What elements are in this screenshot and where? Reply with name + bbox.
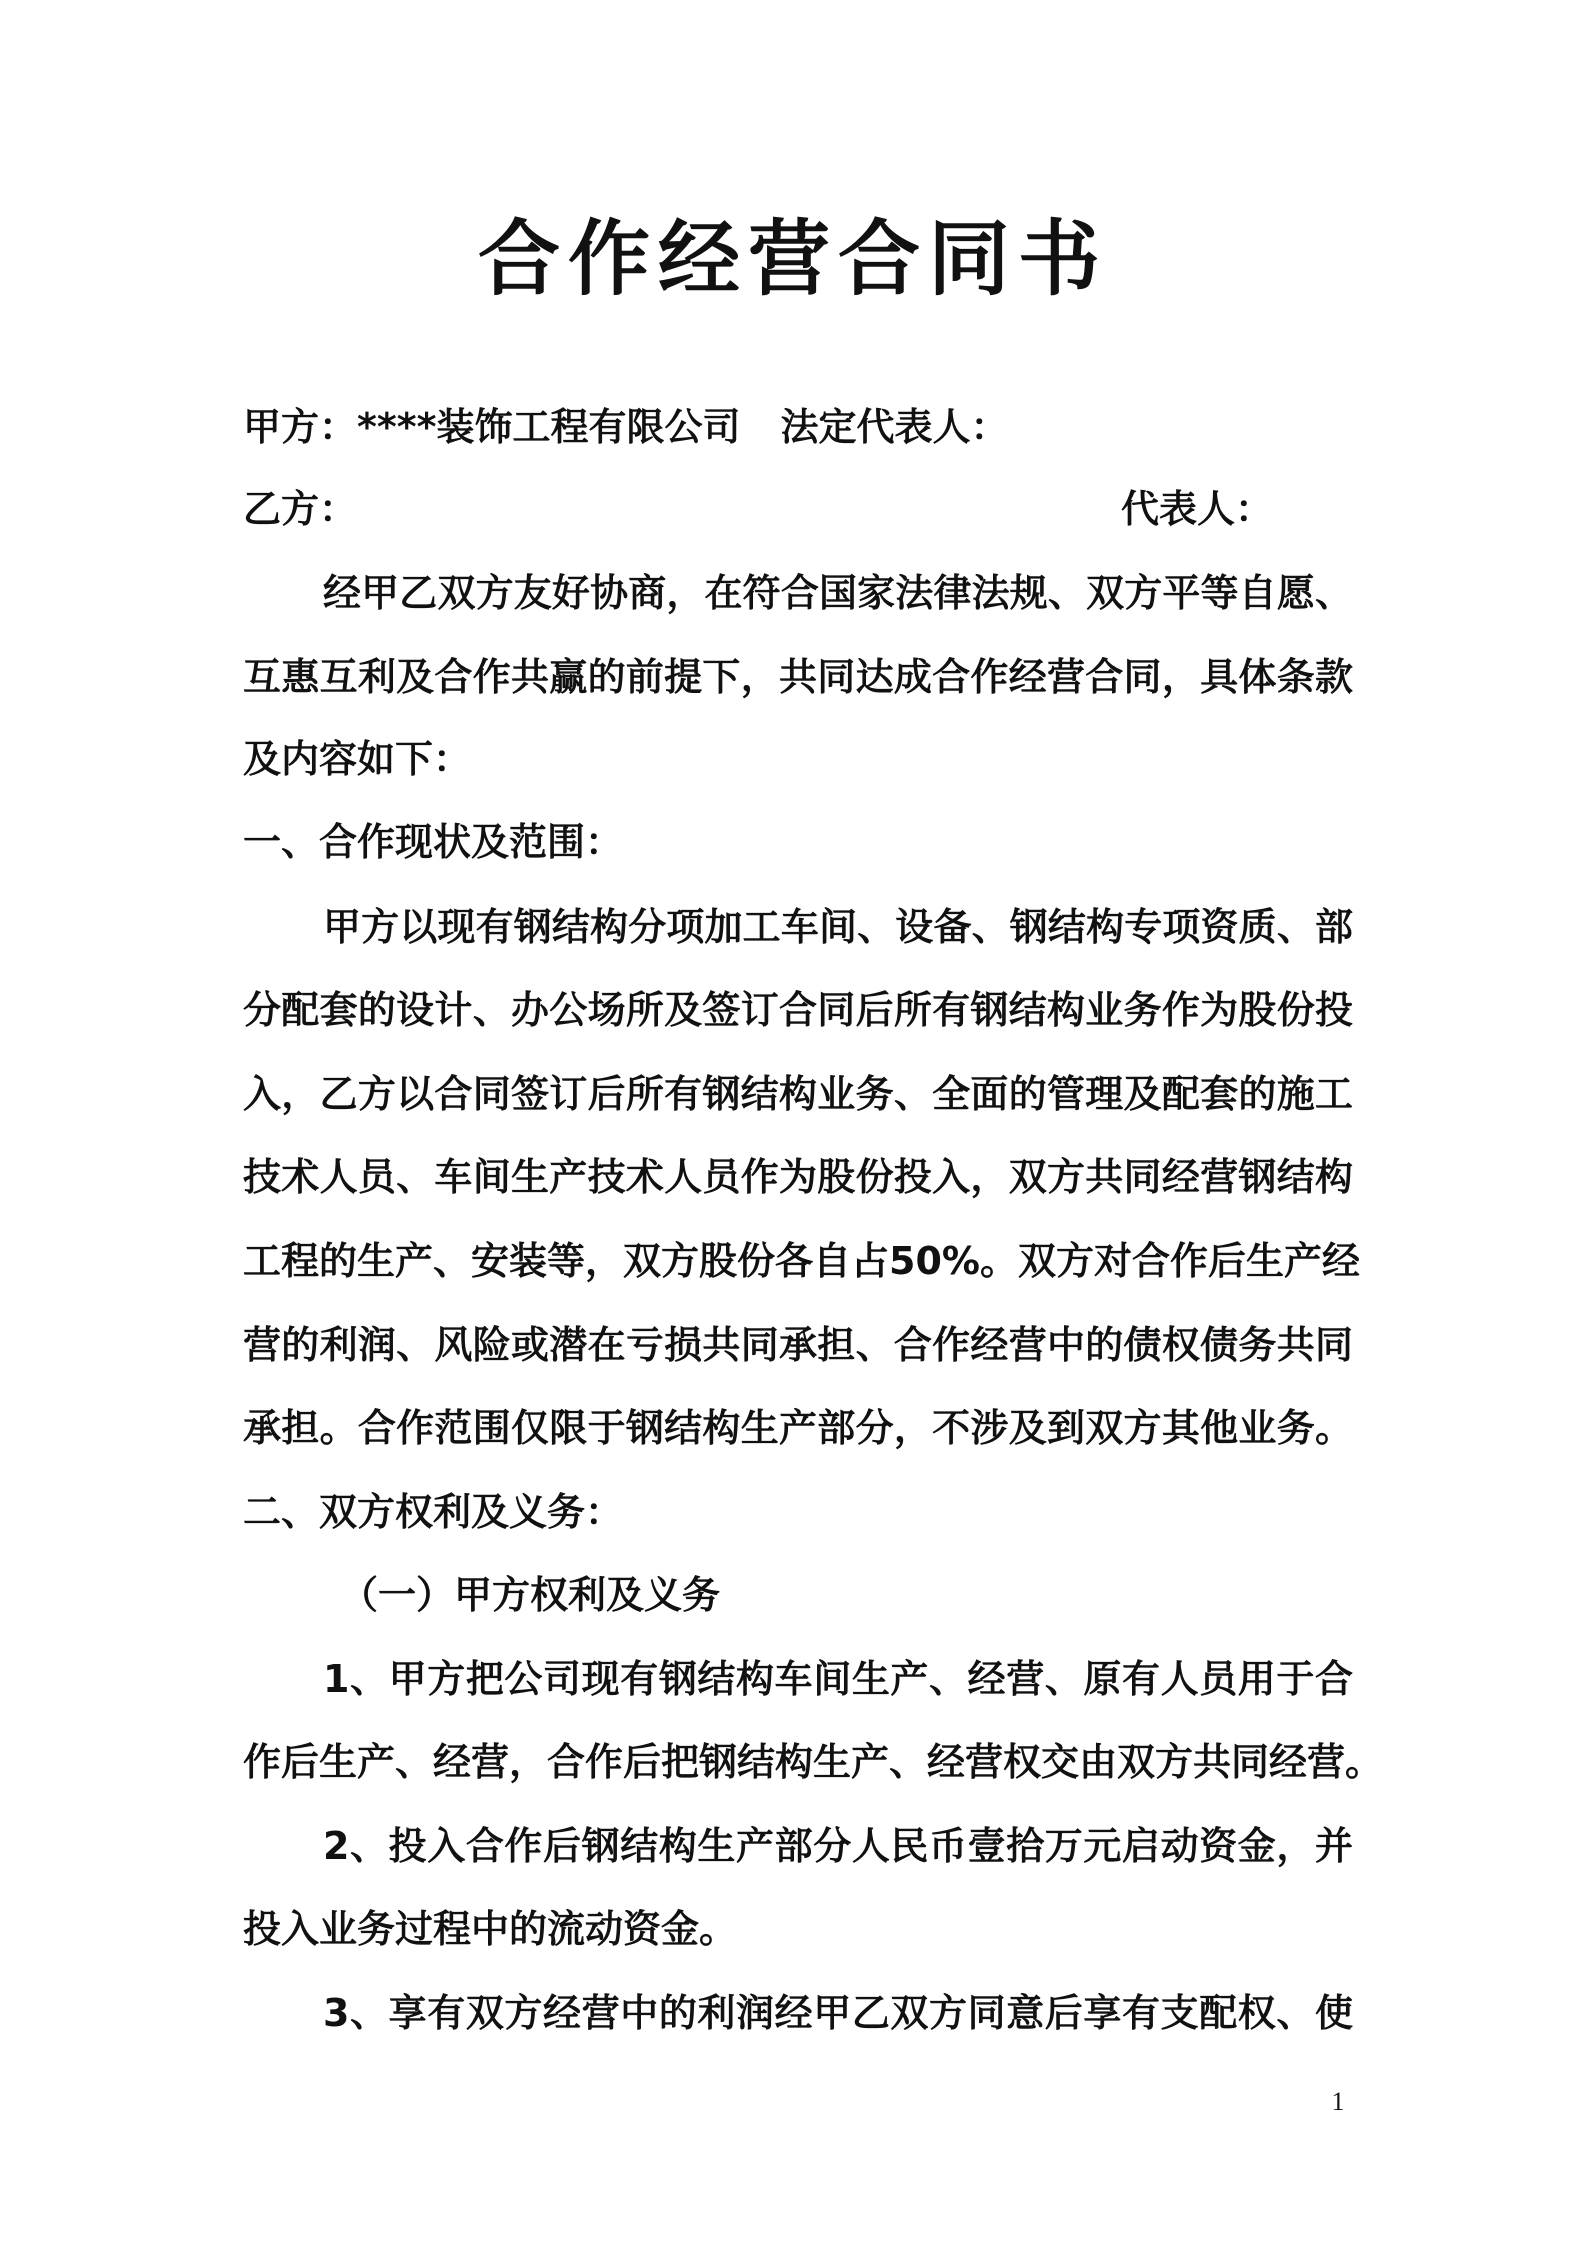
section-1-line-2: 分配套的设计、办公场所及签订合同后所有钢结构业务作为股份投 — [243, 988, 1353, 1032]
party-a-representative-label: 法定代表人： — [780, 405, 1009, 449]
intro-line-1: 经甲乙双方友好协商，在符合国家法律法规、双方平等自愿、 — [323, 571, 1353, 615]
party-a-label: 甲方：****装饰工程有限公司 — [243, 405, 741, 449]
section-2-subheading: （一）甲方权利及义务 — [340, 1573, 721, 1617]
party-b-label: 乙方： — [243, 487, 358, 531]
page-number: 1 — [1331, 2087, 1345, 2116]
section-1-line-1: 甲方以现有钢结构分项加工车间、设备、钢结构专项资质、部 — [323, 905, 1353, 949]
contract-title: 合作经营合同书 — [477, 212, 1108, 307]
intro-line-2: 互惠互利及合作共赢的前提下，共同达成合作经营合同，具体条款 — [243, 655, 1353, 699]
item-1-line-2: 作后生产、经营，合作后把钢结构生产、经营权交由双方共同经营。 — [243, 1740, 1384, 1784]
section-1-line-3: 入，乙方以合同签订后所有钢结构业务、全面的管理及配套的施工 — [243, 1072, 1353, 1116]
item-2-line-2: 投入业务过程中的流动资金。 — [243, 1907, 738, 1951]
section-1-line-4: 技术人员、车间生产技术人员作为股份投入，双方共同经营钢结构 — [243, 1155, 1353, 1199]
item-3-line-1: 3、享有双方经营中的利润经甲乙双方同意后享有支配权、使 — [323, 1991, 1353, 2035]
intro-line-3: 及内容如下： — [243, 737, 472, 781]
section-1-line-7: 承担。合作范围仅限于钢结构生产部分，不涉及到双方其他业务。 — [243, 1406, 1353, 1450]
item-2-line-1: 2、投入合作后钢结构生产部分人民币壹拾万元启动资金，并 — [323, 1824, 1353, 1868]
section-1-heading: 一、合作现状及范围： — [243, 820, 624, 864]
section-2-heading: 二、双方权利及义务： — [243, 1490, 624, 1534]
party-b-line — [243, 484, 1353, 534]
section-1-line-6: 营的利润、风险或潜在亏损共同承担、合作经营中的债权债务共同 — [243, 1323, 1353, 1367]
party-a-line — [243, 402, 1353, 452]
item-1-line-1: 1、甲方把公司现有钢结构车间生产、经营、原有人员用于合 — [323, 1657, 1353, 1701]
section-1-line-5: 工程的生产、安装等，双方股份各自占50%。双方对合作后生产经 — [243, 1239, 1360, 1283]
party-b-representative-label: 代表人： — [1121, 487, 1274, 531]
